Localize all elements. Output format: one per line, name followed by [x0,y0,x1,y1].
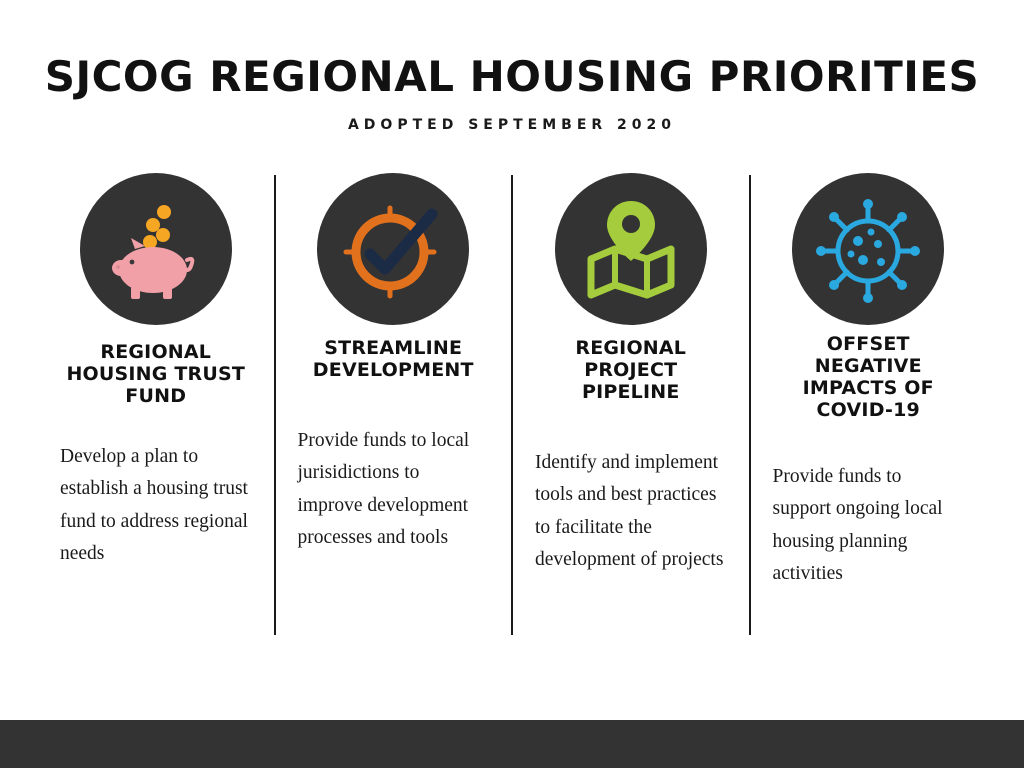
priority-column-regional-project-pipeline [513,173,749,576]
priority-column-regional-housing-trust-fund [38,173,274,570]
priority-body: Provide funds to support ongoing local housing planning activities [772,466,943,584]
priority-heading: REGIONAL PROJECT PIPELINE [575,337,687,404]
icon-circle [317,173,469,325]
map-pin-icon [579,197,683,301]
priority-heading: STREAMLINE DEVELOPMENT [312,337,474,382]
icon-circle [555,173,707,325]
icon-wrap [535,173,727,325]
icon-circle [80,173,232,325]
page-subtitle: ADOPTED SEPTEMBER 2020 [347,117,677,134]
icon-wrap [773,173,965,325]
icon-circle [792,173,944,325]
priority-heading: OFFSET NEGATIVE IMPACTS OF COVID-19 [802,333,934,422]
priority-body: Develop a plan to establish a housing trust fund to address regional needs [60,446,248,564]
virus-icon [813,194,923,304]
header [0,0,1024,133]
priority-column-streamline-development [276,173,512,554]
footer-bar [0,720,1024,768]
priority-body: Provide funds to local jurisidictions to improve development processes and tools [297,430,470,548]
priority-body: Identify and implement tools and best practices to facilitate the development of projects [535,452,724,570]
page-title: SJCOG REGIONAL HOUSING PRIORITIES [44,52,980,101]
piggy-bank-icon [101,194,211,304]
clock-checkmark-icon [340,196,446,302]
icon-wrap [298,173,490,325]
icon-wrap [60,173,252,325]
priority-columns [0,173,1024,768]
priority-column-offset-negative-impacts-of-covid-19 [751,173,987,590]
priority-heading: REGIONAL HOUSING TRUST FUND [66,341,246,408]
